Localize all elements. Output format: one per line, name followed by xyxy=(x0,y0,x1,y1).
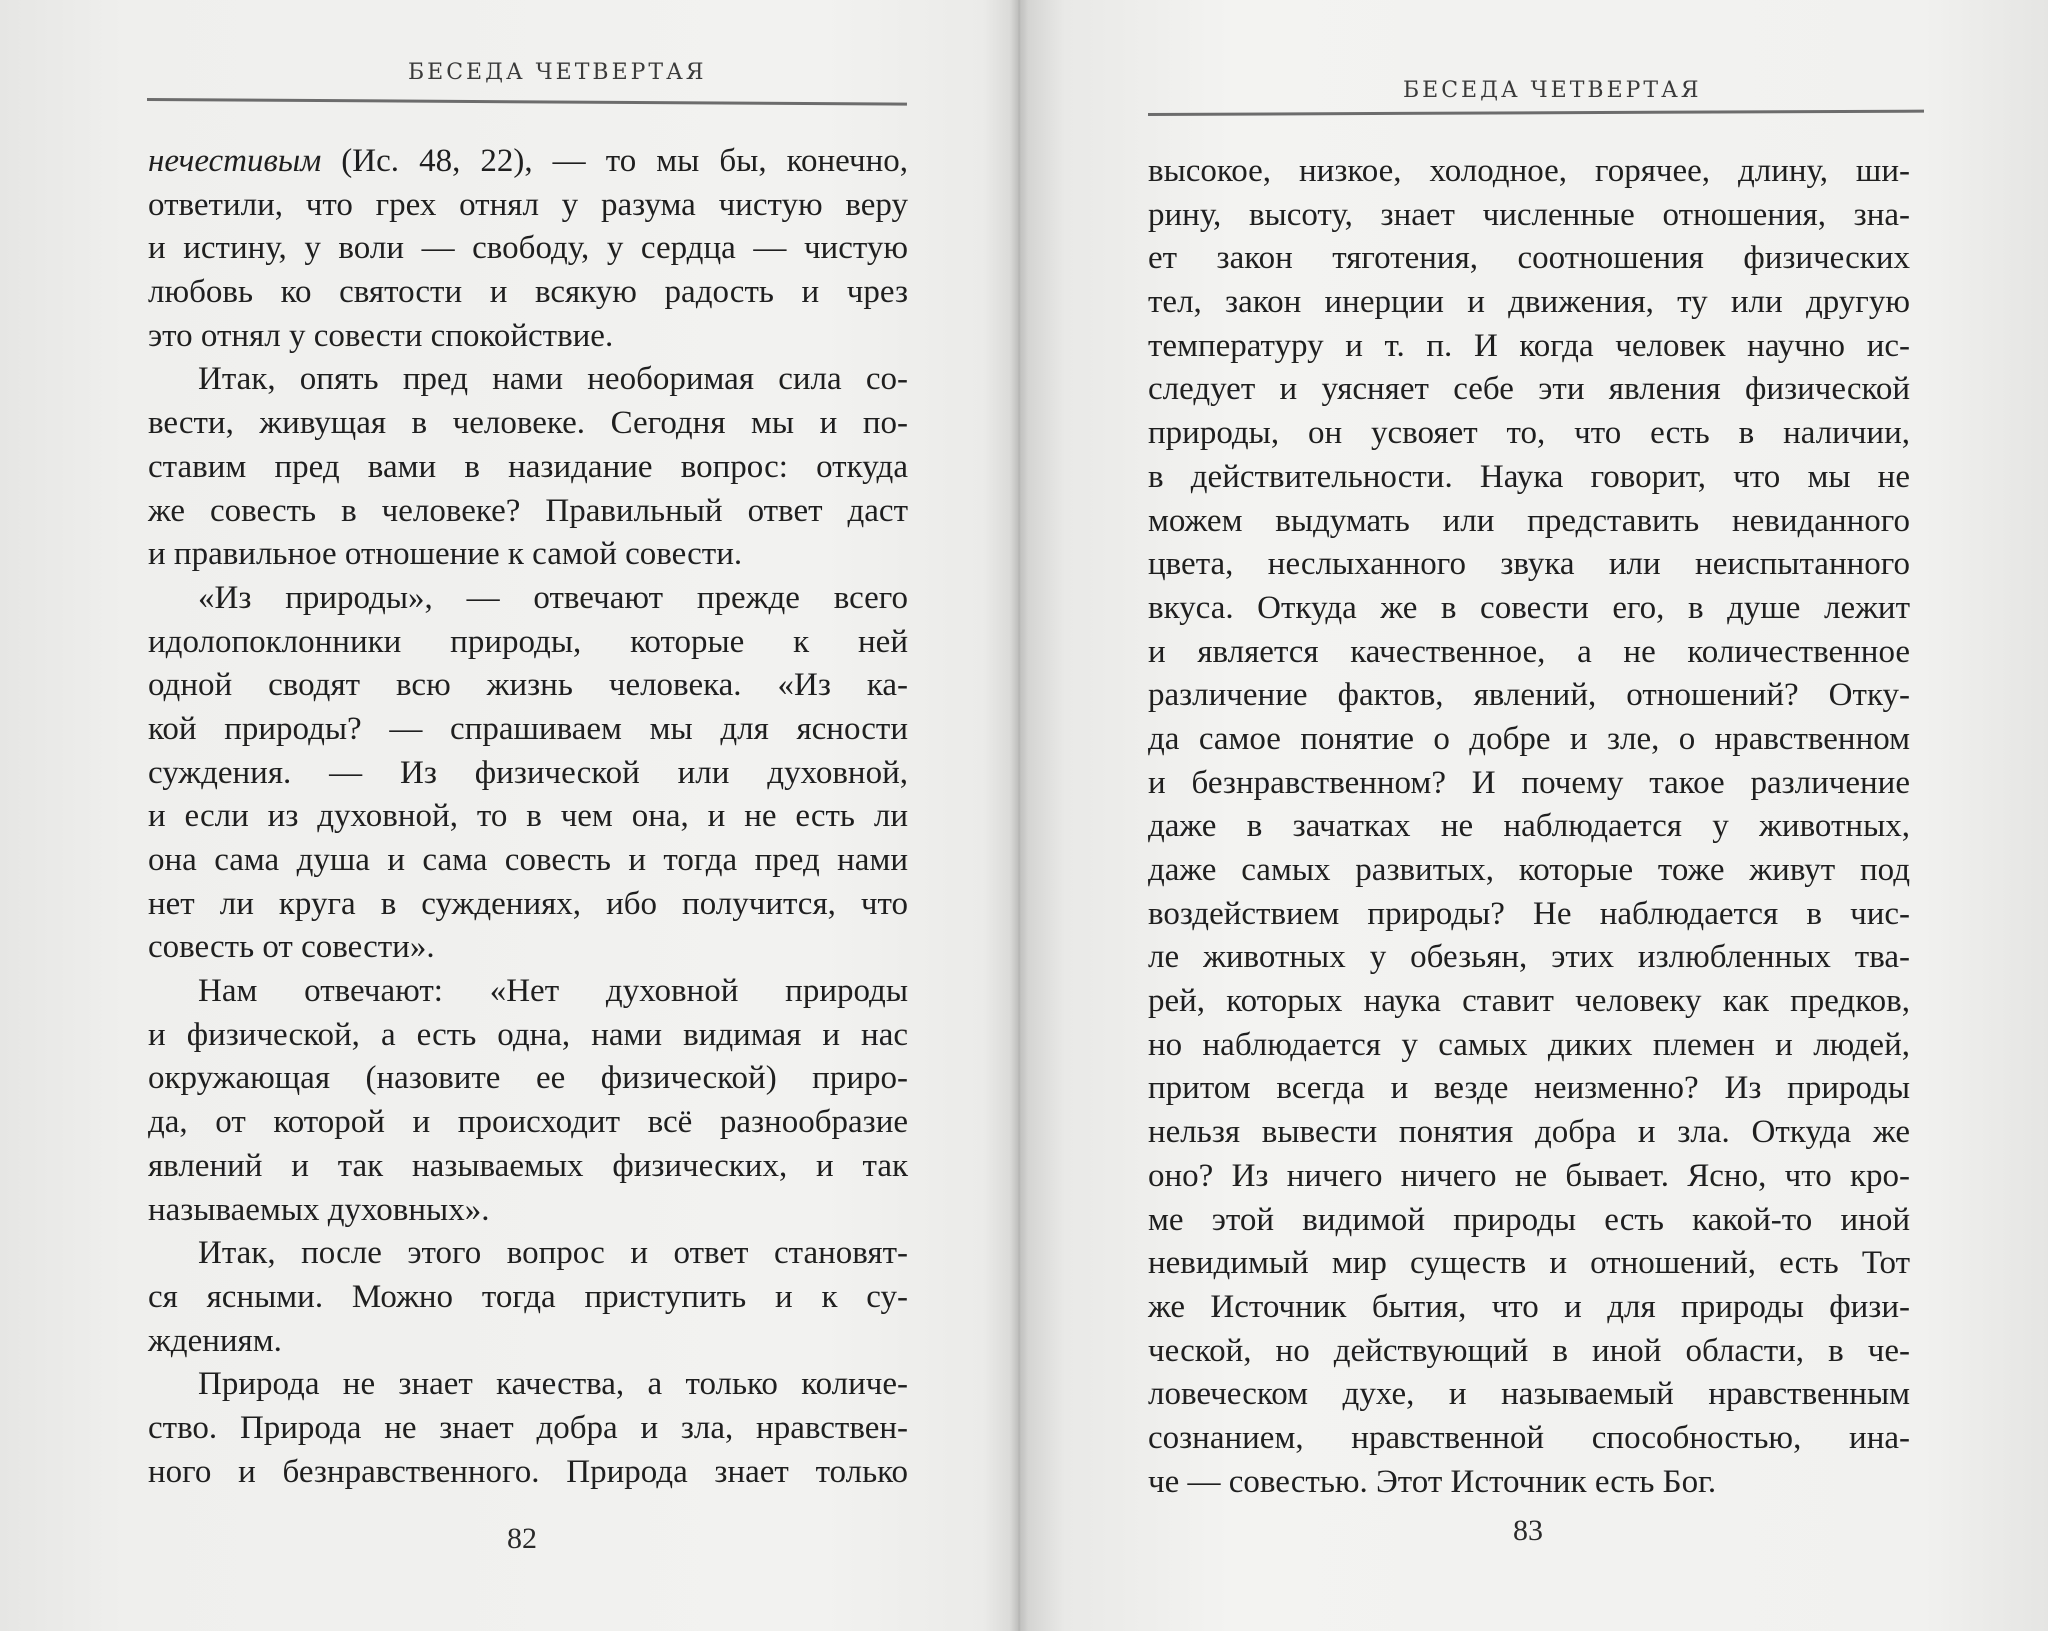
text-line: рей, которых наука ставит человеку как предков, xyxy=(1148,983,1910,1020)
text-line: Итак, опять пред нами необоримая сила со- xyxy=(198,361,908,398)
text-line: ставим пред вами в назидание вопрос: откуда xyxy=(148,448,908,485)
text-line: воздействием природы? Не наблюдается в чис- xyxy=(1148,895,1910,932)
text-line: Природа не знает качества, а только количе- xyxy=(198,1366,908,1403)
text-line: ждениям. xyxy=(148,1322,282,1359)
text-line: но наблюдается у самых диких племен и людей, xyxy=(1148,1026,1910,1063)
text-line: явлений и так называемых физических, и так xyxy=(148,1147,908,1184)
text-line: ческой, но действующий в иной области, в че- xyxy=(1148,1332,1910,1369)
text-line: рину, высоту, знает численные отношения, зна- xyxy=(1148,196,1910,233)
text-line: в действительности. Наука говорит, что мы не xyxy=(1148,458,1910,495)
text-line: следует и уясняет себе эти явления физической xyxy=(1148,371,1910,408)
text-line: можем выдумать или представить невиданного xyxy=(1148,502,1910,539)
text-line: природы, он усвояет то, что есть в наличии, xyxy=(1148,415,1910,452)
text-line: вести, живущая в человеке. Сегодня мы и по- xyxy=(148,405,908,442)
text-line: ловеческом духе, и называемый нравственным xyxy=(1148,1376,1910,1413)
body-text xyxy=(1148,150,1910,1504)
left-page xyxy=(0,0,1015,1631)
text-line: да, от которой и происходит всё разнообразие xyxy=(148,1104,908,1141)
text-line-rest: (Ис. 48, 22), — то мы бы, конечно, xyxy=(321,143,908,179)
text-line: и истину, у воли — свободу, у сердца — чистую xyxy=(148,230,908,267)
text-line: цвета, неслыханного звука или неиспытанного xyxy=(1148,546,1910,583)
text-line: кой природы? — спрашиваем мы для ясности xyxy=(148,710,908,747)
text-line: и является качественное, а не количественное xyxy=(1148,633,1910,670)
text-line: вкуса. Откуда же в совести его, в душе лежит xyxy=(1148,589,1910,626)
text-line: ответили, что грех отнял у разума чистую веру xyxy=(148,186,908,223)
italic-word: нечестивым xyxy=(148,143,322,179)
text-line: одной сводят всю жизнь человека. «Из ка- xyxy=(148,667,908,704)
text-line: же совесть в человеке? Правильный ответ даст xyxy=(148,492,908,529)
text-line: любовь ко святости и всякую радость и чрез xyxy=(148,274,908,311)
text-line: суждения. — Из физической или духовной, xyxy=(148,754,908,791)
text-line: и безнравственном? И почему такое различение xyxy=(1148,764,1910,801)
text-line: же Источник бытия, что и для природы физи- xyxy=(1148,1288,1910,1325)
text-line: различение фактов, явлений, отношений? Отку- xyxy=(1148,677,1910,714)
page-number: 83 xyxy=(1513,1514,1543,1547)
body-text xyxy=(148,140,908,1494)
running-head: БЕСЕДА ЧЕТВЕРТАЯ xyxy=(408,60,707,85)
text-line: Нам отвечают: «Нет духовной природы xyxy=(198,973,908,1010)
text-line: оно? Из ничего ничего не бывает. Ясно, что кро- xyxy=(1148,1157,1910,1194)
text-line: да самое понятие о добре и зле, о нравственном xyxy=(1148,720,1910,757)
text-line: ле животных у обезьян, этих излюбленных тва- xyxy=(1148,939,1910,976)
text-line: ного и безнравственного. Природа знает только xyxy=(148,1453,908,1490)
text-line: че — совестью. Этот Источник есть Бог. xyxy=(1148,1463,1717,1500)
header-rule xyxy=(1148,110,1924,116)
header-rule xyxy=(147,98,907,106)
text-line: даже самых развитых, которые тоже живут под xyxy=(1148,852,1910,888)
text-line: это отнял у совести спокойствие. xyxy=(148,317,614,354)
text-line: нет ли круга в суждениях, ибо получится, что xyxy=(148,885,908,922)
text-line: ме этой видимой природы есть какой-то иной xyxy=(1148,1201,1910,1238)
right-page xyxy=(1020,0,2048,1631)
page-number: 82 xyxy=(507,1522,537,1555)
text-line: температуру и т. п. И когда человек научно ис- xyxy=(1148,327,1910,364)
text-line: сознанием, нравственной способностью, ина- xyxy=(1148,1419,1910,1456)
running-head: БЕСЕДА ЧЕТВЕРТАЯ xyxy=(1403,78,1702,103)
text-line: притом всегда и везде неизменно? Из природы xyxy=(1148,1070,1910,1107)
text-line: ет закон тяготения, соотношения физических xyxy=(1148,240,1910,277)
text-line: «Из природы», — отвечают прежде всего xyxy=(198,579,908,616)
text-line: совесть от совести». xyxy=(148,929,435,966)
text-line: называемых духовных». xyxy=(148,1191,490,1228)
text-line: и физической, а есть одна, нами видимая и нас xyxy=(148,1016,908,1053)
text-line: высокое, низкое, холодное, горячее, длину, ши- xyxy=(1148,153,1910,189)
text-line: нельзя вывести понятия добра и зла. Откуда же xyxy=(1148,1114,1910,1151)
text-line: Итак, после этого вопрос и ответ становят- xyxy=(198,1235,908,1272)
text-line: невидимый мир существ и отношений, есть Тот xyxy=(1148,1245,1910,1282)
text-line: окружающая (назовите ее физической) приро- xyxy=(148,1060,908,1097)
text-line: и правильное отношение к самой совести. xyxy=(148,536,743,573)
text-line: даже в зачатках не наблюдается у животных, xyxy=(1148,808,1910,845)
text-line: и если из духовной, то в чем она, и не есть ли xyxy=(148,798,908,835)
text-line: она сама душа и сама совесть и тогда пред нами xyxy=(148,842,908,878)
text-line: тел, закон инерции и движения, ту или другую xyxy=(1148,284,1910,321)
text-line: идолопоклонники природы, которые к ней xyxy=(148,623,908,660)
text-line xyxy=(148,140,908,184)
text-line: ся ясными. Можно тогда приступить и к су- xyxy=(148,1278,908,1315)
text-line: ство. Природа не знает добра и зла, нравствен- xyxy=(148,1409,908,1446)
